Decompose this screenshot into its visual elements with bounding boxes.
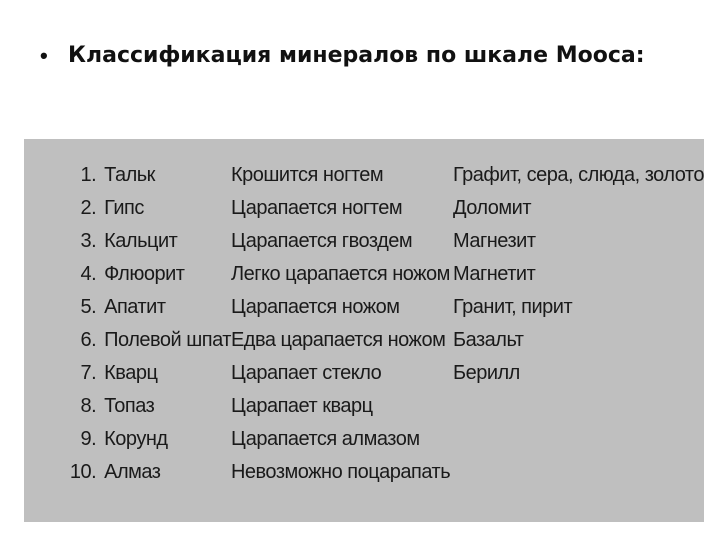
row-number: 3. (80, 230, 97, 252)
hardness-test: Крошится ногтем (230, 164, 384, 186)
hardness-test: Невозможно поцарапать (230, 461, 451, 483)
row-number: 5. (80, 296, 97, 318)
table-body (68, 159, 704, 489)
bullet-icon: • (40, 43, 48, 68)
mineral-name: Флюорит (104, 263, 185, 285)
row-number: 8. (80, 395, 97, 417)
title-block (40, 40, 680, 72)
mohs-scale-image (24, 139, 704, 522)
mineral-name: Топаз (104, 395, 155, 417)
mineral-name: Кальцит (104, 230, 178, 252)
example-minerals: Базальт (452, 329, 524, 351)
mineral-name: Апатит (104, 296, 166, 318)
example-minerals: Гранит, пирит (452, 296, 573, 318)
table-row (68, 225, 704, 258)
example-minerals: Берилл (452, 362, 520, 384)
example-minerals: Магнетит (452, 263, 536, 285)
row-number: 10. (69, 461, 97, 483)
mineral-name: Полевой шпат (104, 329, 231, 351)
example-minerals (453, 423, 704, 456)
row-number: 1. (80, 164, 97, 186)
hardness-test: Царапает кварц (230, 395, 373, 417)
hardness-test: Царапается алмазом (230, 428, 420, 450)
slide-title: Классификация минералов по шкале Мооса: (68, 43, 645, 68)
mineral-name: Тальк (104, 164, 155, 186)
example-minerals (453, 390, 704, 423)
example-minerals: Магнезит (452, 230, 536, 252)
mohs-scale-table (68, 159, 704, 489)
hardness-test: Легко царапается ножом (230, 263, 450, 285)
example-minerals (453, 456, 704, 489)
row-number: 4. (80, 263, 97, 285)
table-row (68, 423, 704, 456)
table-row (68, 291, 704, 324)
table-row (68, 456, 704, 489)
row-number: 9. (80, 428, 97, 450)
example-minerals: Доломит (452, 197, 532, 219)
table-row (68, 324, 704, 357)
mineral-name: Алмаз (104, 461, 161, 483)
table-row (68, 357, 704, 390)
hardness-test: Царапается ногтем (230, 197, 403, 219)
row-number: 7. (80, 362, 97, 384)
example-minerals: Графит, сера, слюда, золото (452, 164, 704, 186)
table-row (68, 192, 704, 225)
hardness-test: Едва царапается ножом (230, 329, 446, 351)
table-row (68, 159, 704, 192)
mineral-name: Кварц (104, 362, 158, 384)
row-number: 6. (80, 329, 97, 351)
row-number: 2. (80, 197, 97, 219)
hardness-test: Царапается ножом (230, 296, 400, 318)
mineral-name: Корунд (104, 428, 168, 450)
table-row (68, 390, 704, 423)
mineral-name: Гипс (104, 197, 144, 219)
table-row (68, 258, 704, 291)
hardness-test: Царапается гвоздем (230, 230, 413, 252)
hardness-test: Царапает стекло (230, 362, 382, 384)
